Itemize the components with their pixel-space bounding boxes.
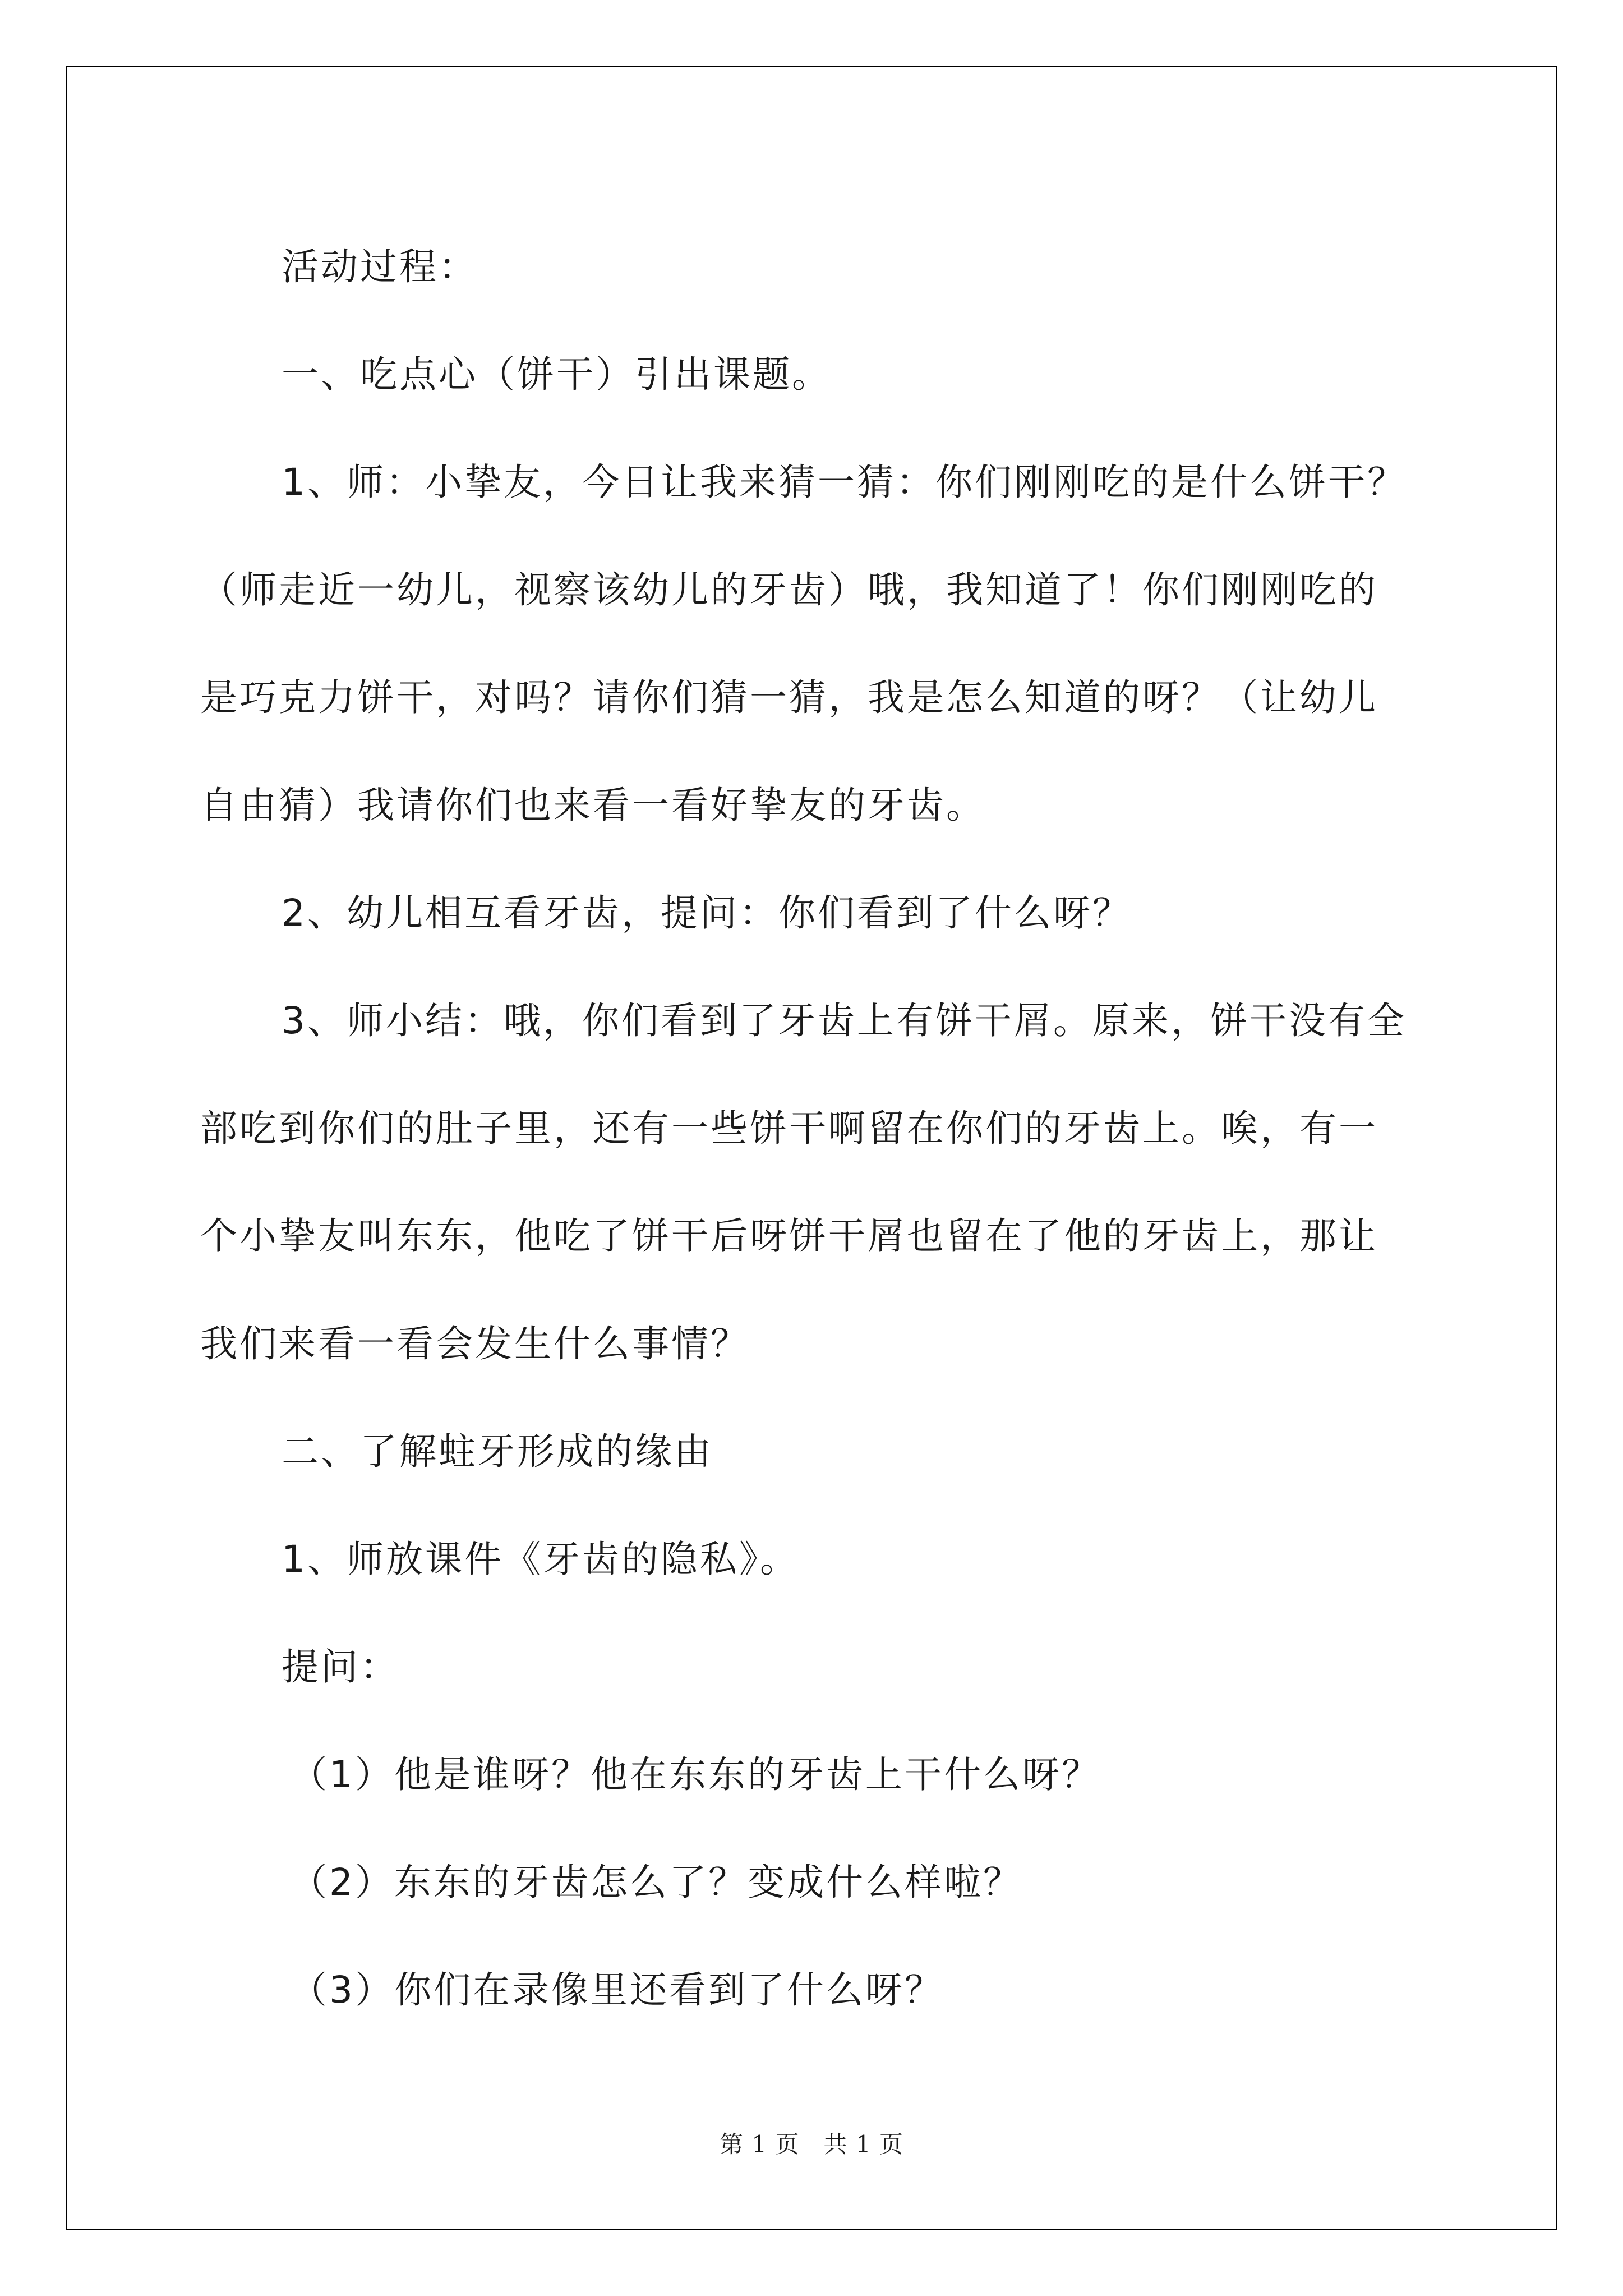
paragraph-1-line-3: 是巧克力饼干，对吗？请你们猜一猜，我是怎么知道的呀？（让幼儿 [200,676,1378,719]
paragraph-1-line-4: 自由猜）我请你们也来看一看好挚友的牙齿。 [200,784,985,827]
paragraph-3-line-2: 部吃到你们的肚子里，还有一些饼干啊留在你们的牙齿上。唉，有一 [200,1107,1378,1150]
paragraph-3-line-4: 我们来看一看会发生什么事情？ [200,1322,750,1365]
document-body [200,213,1434,2044]
question-3: （3）你们在录像里还看到了什么呀？ [290,1968,944,2012]
question-2: （2）东东的牙齿怎么了？变成什么样啦？ [290,1861,1022,1904]
section-heading-1: 一、吃点心（饼干）引出课题。 [282,353,831,396]
paragraph-1-line-2: （师走近一幼儿，视察该幼儿的牙齿）哦，我知道了！你们刚刚吃的 [200,568,1378,611]
paragraph-3-line-3: 个小挚友叫东东，他吃了饼干后呀饼干屑也留在了他的牙齿上，那让 [200,1214,1378,1258]
question-1: （1）他是谁呀？他在东东的牙齿上干什么呀？ [290,1753,1101,1796]
paragraph-2-line-1: 2、幼儿相互看牙齿，提问：你们看到了什么呀？ [282,891,1132,935]
paragraph-4-line-1: 1、师放课件《牙齿的隐私》。 [282,1538,799,1581]
question-label: 提问： [282,1645,399,1688]
activity-heading: 活动过程： [282,245,478,288]
section-heading-2: 二、了解蛀牙形成的缘由 [282,1430,713,1473]
page-footer: 第 1 页 共 1 页 [720,2131,903,2158]
paragraph-1-line-1: 1、师：小挚友，今日让我来猜一猜：你们刚刚吃的是什么饼干？ [282,461,1407,504]
paragraph-3-line-1: 3、师小结：哦，你们看到了牙齿上有饼干屑。原来，饼干没有全 [282,999,1407,1042]
